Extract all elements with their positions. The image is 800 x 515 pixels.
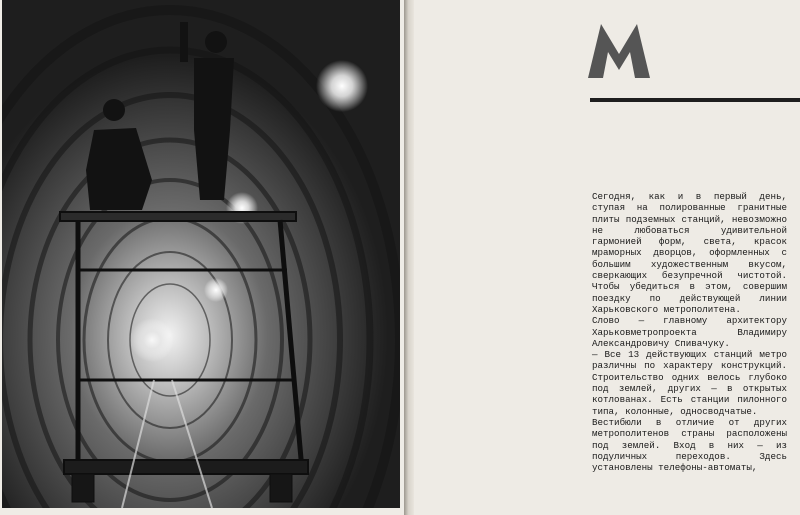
article-paragraph-intro: Сегодня, как и в первый день, ступая на полированные гранитные плиты подземных станций, невозможно не любоваться удивительной гармонией форм, света, красок мраморных дворцов, оформленных с большим художественным вкусом, сверкающих безупречной чистотой. Чтобы убедиться в этом, совершим поездку по действующей линии Харьковского метрополитена. xyxy=(592,191,787,315)
book-gutter xyxy=(404,0,414,515)
article-paragraph-stations: — Все 13 действующих станций метро различны по характеру конструкций. Строительство одних велось глубоко под землей, других — в открытых котлованах. Есть станции пилонного типа, колонные, односводчатые. xyxy=(592,349,787,417)
article-paragraph-vestibules: Вестибюли в отличие от других метрополитенов страны расположены под землей. Вход в них — из подуличных переходов. Здесь установлены телефоны-автоматы, xyxy=(592,416,787,474)
article-paragraph-architect: Слово — главному архитектору Харьковметропроекта Владимиру Александровичу Спивачуку. xyxy=(592,315,787,349)
metro-m-logo-icon xyxy=(588,24,650,78)
article-text xyxy=(592,191,787,473)
right-page xyxy=(414,0,800,515)
tunnel-construction-photo xyxy=(2,0,400,508)
header-rule xyxy=(590,98,800,102)
